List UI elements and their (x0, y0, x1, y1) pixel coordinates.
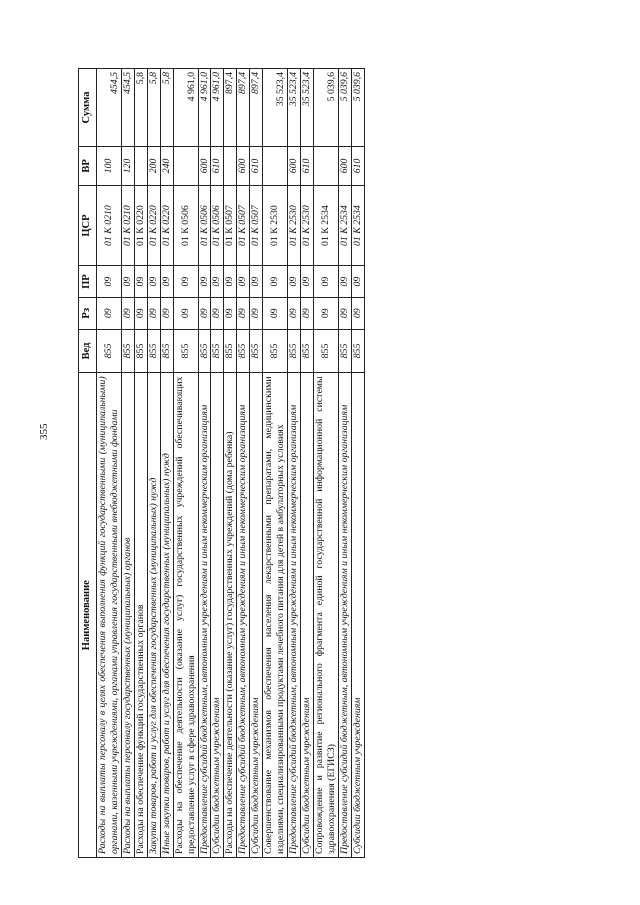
cell-rz: 09 (288, 297, 301, 329)
cell-pr: 09 (301, 266, 314, 298)
table-row (121, 69, 134, 858)
cell-csr: 01 К 0507 (224, 185, 237, 265)
cell-sum: 35 523,4 (263, 69, 288, 147)
cell-pr: 09 (97, 266, 122, 298)
table-row (173, 69, 198, 858)
cell-rz: 09 (250, 297, 263, 329)
table-row (301, 69, 314, 858)
cell-ved: 855 (160, 329, 173, 373)
table-row (160, 69, 173, 858)
cell-name: Расходы на выплаты персоналу в целях обеспечения выполнения функций государственными (муниципальными) органами, казенными учреждениями, органами управления государственными внебюджетными фондами (97, 373, 122, 858)
cell-rz: 09 (147, 297, 160, 329)
cell-rz: 09 (351, 297, 364, 329)
cell-pr: 09 (313, 266, 338, 298)
cell-csr: 01 К 0507 (237, 185, 250, 265)
cell-name: Иные закупки товаров, работ и услуг для обеспечения государственных (муниципальных) нужд (160, 373, 173, 858)
cell-name: Субсидии бюджетным учреждениям (301, 373, 314, 858)
cell-rz: 09 (301, 297, 314, 329)
cell-pr: 09 (198, 266, 211, 298)
table-row (134, 69, 147, 858)
cell-vr: 240 (160, 146, 173, 185)
cell-ved: 855 (250, 329, 263, 373)
table-body (97, 69, 365, 858)
cell-pr: 09 (250, 266, 263, 298)
cell-ved: 855 (288, 329, 301, 373)
table-row (97, 69, 122, 858)
header-vr: ВР (79, 146, 97, 185)
cell-rz: 09 (173, 297, 198, 329)
table-row (351, 69, 364, 858)
cell-pr: 09 (147, 266, 160, 298)
cell-pr: 09 (134, 266, 147, 298)
cell-name: Совершенствование механизмов обеспечения населения лекарственными препаратами, медицинскими изделиями, специализированными продуктами лечебного питания для детей в амбулаторных условиях (263, 373, 288, 858)
cell-vr: 600 (338, 146, 351, 185)
cell-rz: 09 (97, 297, 122, 329)
cell-pr: 09 (121, 266, 134, 298)
cell-vr: 120 (121, 146, 134, 185)
cell-pr: 09 (224, 266, 237, 298)
cell-sum: 4 961,0 (173, 69, 198, 147)
cell-name: Субсидии бюджетным учреждениям (351, 373, 364, 858)
table-row (147, 69, 160, 858)
cell-sum: 35 523,4 (301, 69, 314, 147)
cell-pr: 09 (237, 266, 250, 298)
header-pr: ПР (79, 266, 97, 298)
cell-rz: 09 (121, 297, 134, 329)
header-rz: Рз (79, 297, 97, 329)
cell-ved: 855 (173, 329, 198, 373)
table-row (224, 69, 237, 858)
table-row (313, 69, 338, 858)
cell-vr: 610 (301, 146, 314, 185)
cell-pr: 09 (211, 266, 224, 298)
cell-rz: 09 (134, 297, 147, 329)
table-row (211, 69, 224, 858)
cell-sum: 5 039,6 (351, 69, 364, 147)
cell-vr (173, 146, 198, 185)
cell-name: Предоставление субсидий бюджетным, автономным учреждениям и иным некоммерческим организациям (338, 373, 351, 858)
cell-name: Расходы на обеспечение функций государственных органов (134, 373, 147, 858)
cell-csr: 01 К 0220 (160, 185, 173, 265)
cell-rz: 09 (211, 297, 224, 329)
cell-name: Субсидии бюджетным учреждениям (211, 373, 224, 858)
cell-sum: 5 039,6 (313, 69, 338, 147)
cell-sum: 454,5 (121, 69, 134, 147)
table-header-row (79, 69, 97, 858)
cell-pr: 09 (160, 266, 173, 298)
cell-ved: 855 (211, 329, 224, 373)
header-csr: ЦСР (79, 185, 97, 265)
cell-rz: 09 (263, 297, 288, 329)
cell-csr: 01 К 2534 (338, 185, 351, 265)
cell-pr: 09 (338, 266, 351, 298)
header-name: Наименование (79, 373, 97, 858)
cell-ved: 855 (198, 329, 211, 373)
cell-ved: 855 (263, 329, 288, 373)
cell-csr: 01 К 0220 (147, 185, 160, 265)
cell-ved: 855 (97, 329, 122, 373)
cell-csr: 01 К 2530 (288, 185, 301, 265)
cell-vr: 200 (147, 146, 160, 185)
cell-vr: 100 (97, 146, 122, 185)
cell-ved: 855 (237, 329, 250, 373)
cell-sum: 4 961,0 (198, 69, 211, 147)
cell-vr: 600 (198, 146, 211, 185)
cell-ved: 855 (338, 329, 351, 373)
page-number: 355 (38, 423, 50, 440)
cell-csr: 01 К 0210 (121, 185, 134, 265)
cell-name: Закупка товаров, работ и услуг для обеспечения государственных (муниципальных) нужд (147, 373, 160, 858)
cell-csr: 01 К 0220 (134, 185, 147, 265)
cell-vr: 600 (288, 146, 301, 185)
cell-ved: 855 (224, 329, 237, 373)
cell-ved: 855 (134, 329, 147, 373)
cell-rz: 09 (198, 297, 211, 329)
cell-ved: 855 (121, 329, 134, 373)
table-row (250, 69, 263, 858)
cell-csr: 01 К 2530 (301, 185, 314, 265)
cell-sum: 35 523,4 (288, 69, 301, 147)
cell-vr (313, 146, 338, 185)
cell-sum: 5,8 (134, 69, 147, 147)
cell-sum: 897,4 (224, 69, 237, 147)
cell-ved: 855 (301, 329, 314, 373)
cell-csr: 01 К 0210 (97, 185, 122, 265)
cell-vr: 610 (250, 146, 263, 185)
cell-pr: 09 (288, 266, 301, 298)
cell-vr: 600 (237, 146, 250, 185)
cell-pr: 09 (351, 266, 364, 298)
cell-sum: 5,8 (160, 69, 173, 147)
cell-vr (263, 146, 288, 185)
rotated-table-container (78, 68, 365, 858)
cell-vr: 610 (351, 146, 364, 185)
cell-sum: 4 961,0 (211, 69, 224, 147)
cell-name: Предоставление субсидий бюджетным, автономным учреждениям и иным некоммерческим организациям (237, 373, 250, 858)
table-row (198, 69, 211, 858)
cell-sum: 5,8 (147, 69, 160, 147)
table-row (237, 69, 250, 858)
cell-sum: 897,4 (237, 69, 250, 147)
cell-vr: 610 (211, 146, 224, 185)
cell-pr: 09 (263, 266, 288, 298)
cell-name: Расходы на обеспечение деятельности (оказание услуг) государственных учреждений обеспечивающих предоставление услуг в сфере здравоохранения (173, 373, 198, 858)
cell-name: Предоставление субсидий бюджетным, автономным учреждениям и иным некоммерческим организациям (288, 373, 301, 858)
cell-sum: 897,4 (250, 69, 263, 147)
cell-sum: 454,5 (97, 69, 122, 147)
table-row (263, 69, 288, 858)
cell-rz: 09 (313, 297, 338, 329)
cell-rz: 09 (224, 297, 237, 329)
cell-name: Расходы на выплаты персоналу государственных (муниципальных) органов (121, 373, 134, 858)
cell-sum: 5 039,6 (338, 69, 351, 147)
cell-csr: 01 К 0507 (250, 185, 263, 265)
cell-rz: 09 (237, 297, 250, 329)
cell-rz: 09 (160, 297, 173, 329)
cell-ved: 855 (313, 329, 338, 373)
header-ved: Вед (79, 329, 97, 373)
cell-name: Расходы на обеспечение деятельности (оказание услуг) государственных учреждений (дома ребенка) (224, 373, 237, 858)
cell-csr: 01 К 2534 (351, 185, 364, 265)
cell-ved: 855 (147, 329, 160, 373)
cell-csr: 01 К 0506 (173, 185, 198, 265)
cell-name: Предоставление субсидий бюджетным, автономным учреждениям и иным некоммерческим организациям (198, 373, 211, 858)
cell-name: Сопровождение и развитие регионального фрагмента единой государственной информационной системы здравоохранения (ЕГИСЗ) (313, 373, 338, 858)
cell-vr (224, 146, 237, 185)
cell-name: Субсидии бюджетным учреждениям (250, 373, 263, 858)
cell-rz: 09 (338, 297, 351, 329)
cell-csr: 01 К 2534 (313, 185, 338, 265)
cell-vr (134, 146, 147, 185)
cell-csr: 01 К 0506 (211, 185, 224, 265)
budget-table (78, 68, 365, 858)
cell-csr: 01 К 2530 (263, 185, 288, 265)
cell-csr: 01 К 0506 (198, 185, 211, 265)
cell-pr: 09 (173, 266, 198, 298)
cell-ved: 855 (351, 329, 364, 373)
header-sum: Сумма (79, 69, 97, 147)
table-row (338, 69, 351, 858)
table-row (288, 69, 301, 858)
